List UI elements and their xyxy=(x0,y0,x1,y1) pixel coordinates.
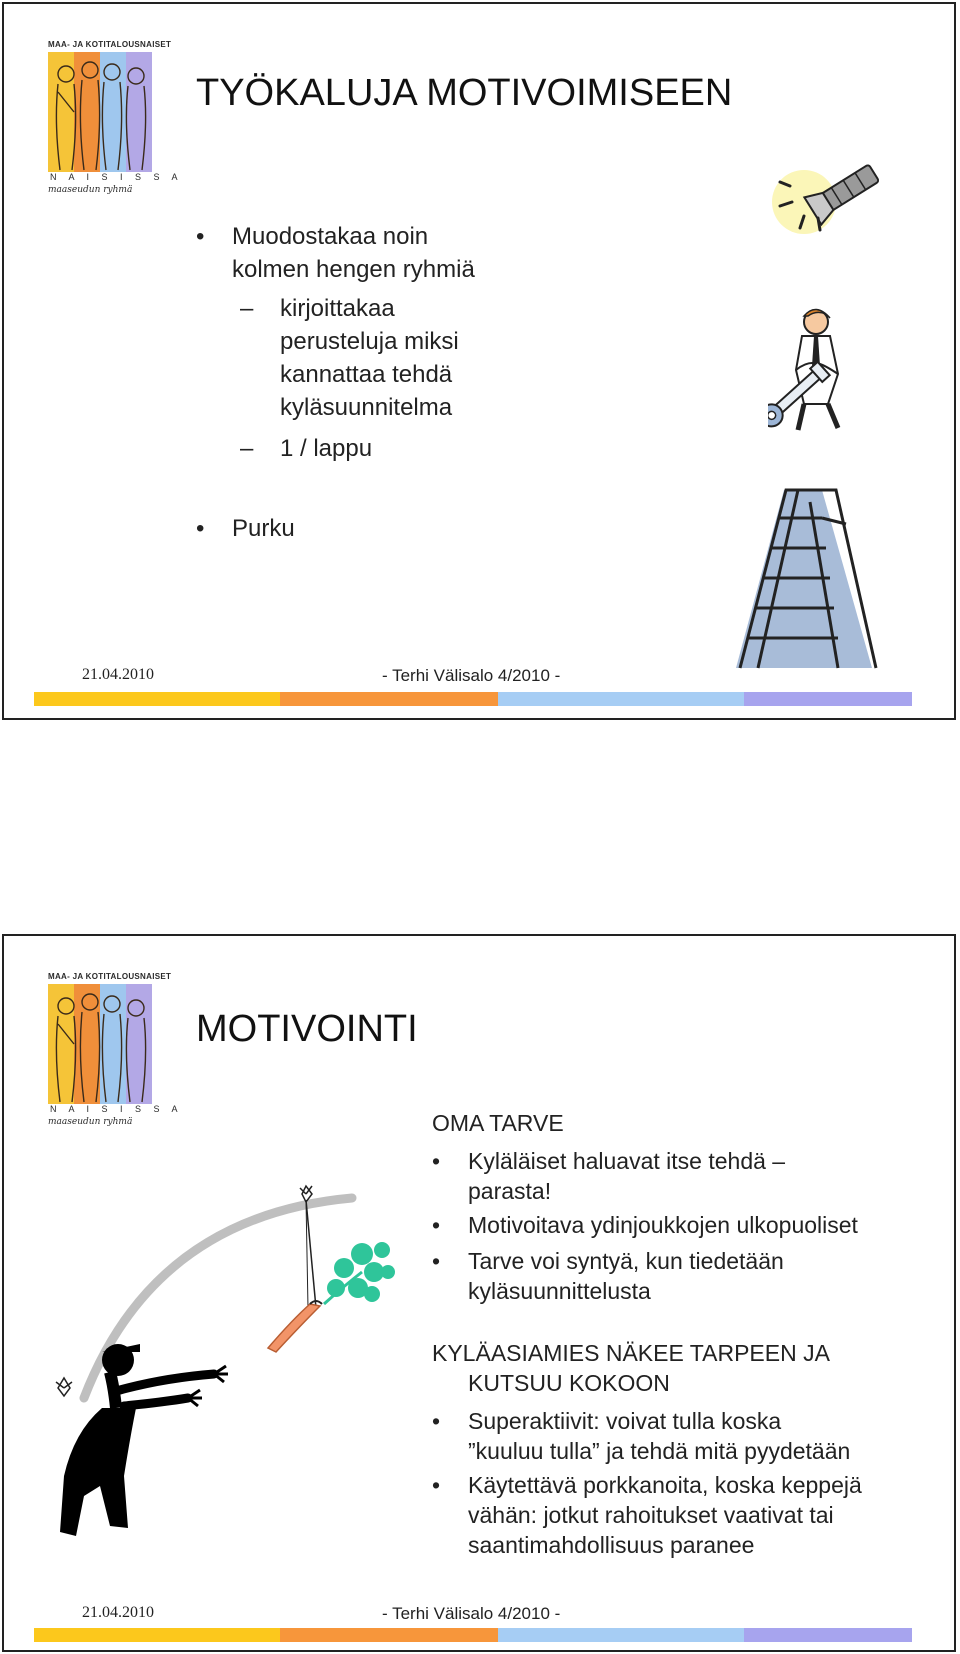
footer-color-stripe xyxy=(34,1628,912,1642)
bullet-item xyxy=(432,1146,785,1206)
logo-bottom-text: N A I S I S S A xyxy=(50,1104,183,1114)
bullet-text-line: Tarve voi syntyä, kun tiedetään xyxy=(468,1248,784,1274)
section-heading xyxy=(432,1338,830,1398)
flashlight-icon xyxy=(770,156,888,236)
section-heading-line: KYLÄASIAMIES NÄKEE TARPEEN JA xyxy=(432,1340,830,1366)
dash-symbol: – xyxy=(240,295,254,322)
bullet-symbol: • xyxy=(196,515,205,542)
sub-bullet-text-line: kannattaa tehdä xyxy=(280,361,453,388)
footer-date: 21.04.2010 xyxy=(82,1604,154,1621)
sub-bullet-item xyxy=(240,432,372,465)
slide-title: TYÖKALUJA MOTIVOIMISEEN xyxy=(196,72,733,114)
bullet-item xyxy=(432,1406,850,1466)
slide-1 xyxy=(2,2,956,720)
man-with-key-icon xyxy=(768,304,864,444)
bullet-text-line: Purku xyxy=(232,515,295,542)
bullet-text-line: Motivoitava ydinjoukkojen ulkopuoliset xyxy=(468,1212,858,1238)
bullet-text-line: ”kuuluu tulla” ja tehdä mitä pyydetään xyxy=(468,1438,851,1464)
bullet-symbol: • xyxy=(432,1212,441,1238)
bullet-text-line: kolmen hengen ryhmiä xyxy=(232,256,475,283)
logo-top-text: MAA- JA KOTITALOUSNAISET xyxy=(48,40,172,49)
bullet-symbol: • xyxy=(432,1248,441,1274)
section-heading: OMA TARVE xyxy=(432,1110,564,1136)
bullet-text-line: kyläsuunnittelusta xyxy=(468,1278,651,1304)
stick-and-carrot-icon xyxy=(44,1176,424,1576)
section-heading-line: KUTSUU KOKOON xyxy=(468,1370,670,1396)
bullet-text-line: parasta! xyxy=(468,1178,552,1204)
bullet-item xyxy=(432,1246,784,1306)
stripe-blue xyxy=(498,1628,744,1642)
bullet-text-line: Superaktiivit: voivat tulla koska xyxy=(468,1408,782,1434)
stripe-blue xyxy=(498,692,744,706)
footer-author: - Terhi Välisalo 4/2010 - xyxy=(382,1604,561,1623)
bullet-text-line: saantimahdollisuus paranee xyxy=(468,1532,755,1558)
sub-bullet-text-line: kirjoittakaa xyxy=(280,295,395,322)
logo-script-text: maaseudun ryhmä xyxy=(48,1117,133,1127)
footer-date: 21.04.2010 xyxy=(82,666,154,683)
sub-bullet-text-line: kyläsuunnitelma xyxy=(280,394,453,421)
bullet-item xyxy=(432,1470,862,1560)
logo-bottom-text: N A I S I S S A xyxy=(50,172,183,182)
women-group-logo-icon xyxy=(48,984,152,1104)
bullet-symbol: • xyxy=(196,223,205,250)
footer-color-stripe xyxy=(34,692,912,706)
slide-2 xyxy=(2,934,956,1652)
dash-symbol: – xyxy=(240,435,254,462)
stripe-yellow xyxy=(34,1628,280,1642)
sub-bullet-text-line: perusteluja miksi xyxy=(280,328,459,355)
stripe-orange xyxy=(280,692,498,706)
sub-bullet-item xyxy=(240,292,459,424)
bullet-item xyxy=(432,1210,858,1240)
bullet-text-line: Muodostakaa noin xyxy=(232,223,429,250)
stripe-orange xyxy=(280,1628,498,1642)
organization-logo xyxy=(44,972,183,1132)
logo-top-text: MAA- JA KOTITALOUSNAISET xyxy=(48,972,172,981)
slide-title: MOTIVOINTI xyxy=(196,1008,418,1050)
footer-author: - Terhi Välisalo 4/2010 - xyxy=(382,666,561,685)
logo-script-text: maaseudun ryhmä xyxy=(48,185,133,195)
organization-logo xyxy=(44,40,183,200)
stripe-yellow xyxy=(34,692,280,706)
stripe-purple xyxy=(744,692,912,706)
bullet-text-line: Kyläläiset haluavat itse tehdä – xyxy=(468,1148,786,1174)
bullet-item xyxy=(196,512,295,545)
bullet-symbol: • xyxy=(432,1408,441,1434)
bullet-text-line: Käytettävä porkkanoita, koska keppejä xyxy=(468,1472,862,1498)
bullet-symbol: • xyxy=(432,1472,441,1498)
bullet-item xyxy=(196,220,475,286)
stepladder-icon xyxy=(726,482,882,672)
bullet-text-line: vähän: jotkut rahoitukset vaativat tai xyxy=(468,1502,834,1528)
bullet-symbol: • xyxy=(432,1148,441,1174)
sub-bullet-text-line: 1 / lappu xyxy=(280,435,373,462)
stripe-purple xyxy=(744,1628,912,1642)
women-group-logo-icon xyxy=(48,52,152,172)
